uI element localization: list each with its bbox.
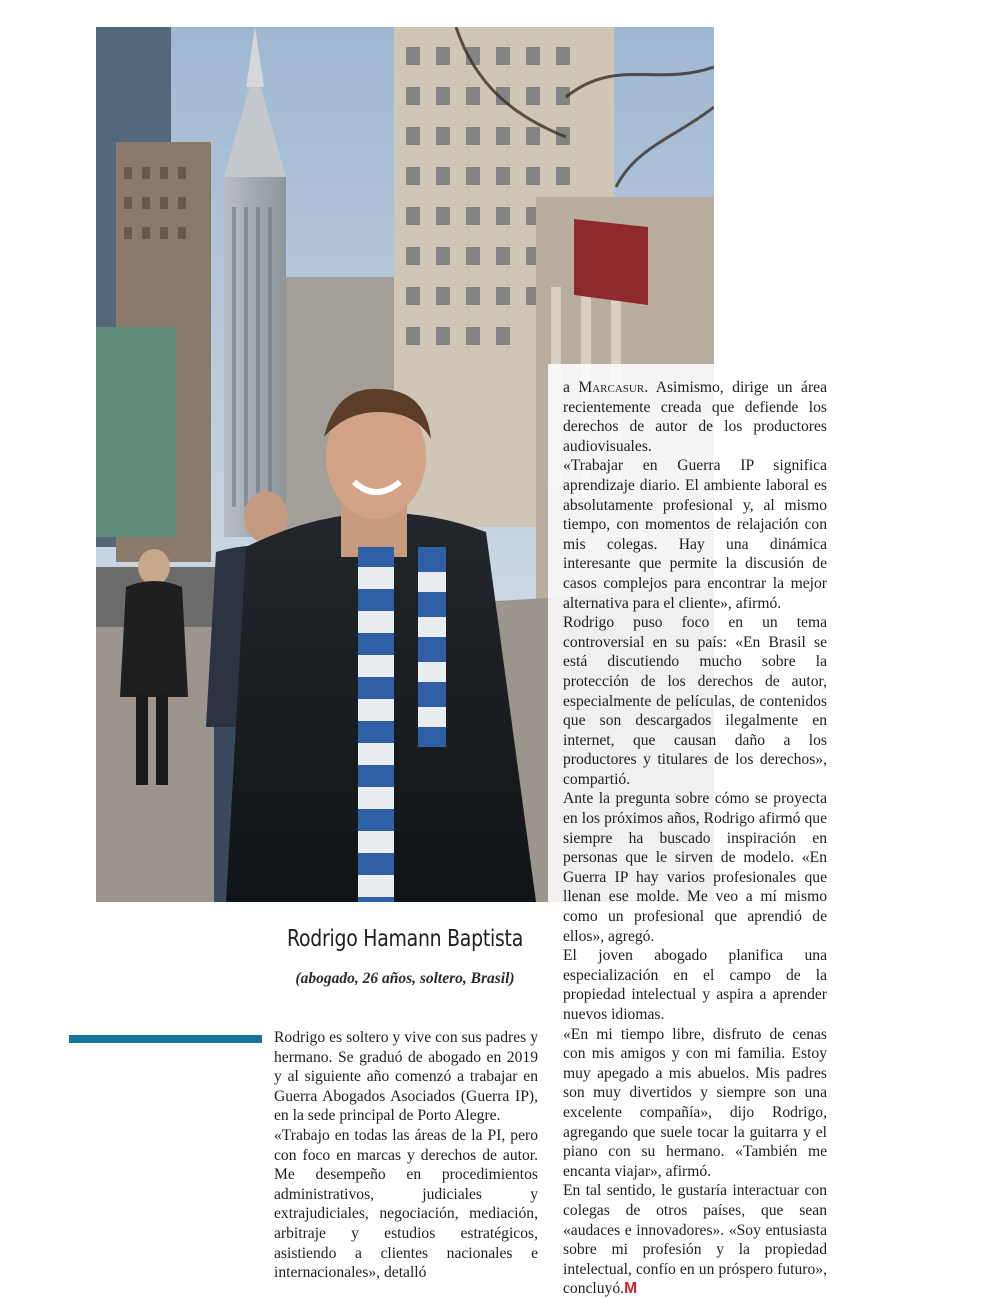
paragraph: Rodrigo es soltero y vive con sus padres y hermano. Se graduó de abogado en 2019 y al siguiente año comenzó a trabajar en Guerra Abogados Asociados (Guerra IP), en la sede principal de Porto Alegre. xyxy=(274,1029,538,1125)
paragraph: Ante la pregunta sobre cómo se proyecta en los próximos años, Rodrigo afirmó que siempre ha buscado inspiración en personas que le sirven de modelo. «En Guerra IP hay varios profesionales que llenan ese molde. Me veo a mí mismo como un profesional que aprendió de ellos», agregó. xyxy=(563,790,827,945)
profile-details: (abogado, 26 años, soltero, Brasil) xyxy=(295,970,515,987)
article-right-column xyxy=(563,378,827,1299)
lead-paragraph xyxy=(563,378,827,456)
paragraph: «En mi tiempo libre, disfruto de cenas con mis amigos y con mi familia. Estoy muy apegado a mis abuelos. Mis padres son muy divertidos y siempre son una excelente compañía», dijo Rodrigo, agregando que suele tocar la guitarra y el piano con su hermano. «También me encanta viajar», afirmó. xyxy=(563,1025,827,1180)
profile-name: Rodrigo Hamann Baptista xyxy=(286,926,524,952)
paragraph: «Trabajar en Guerra IP significa aprendizaje diario. El ambiente laboral es absolutamente profesional y, al mismo tiempo, con momentos de relajación con mis colegas. Hay una dinámica interesante que permite la discusión de casos complejos para encontrar la mejor alternativa para el cliente», afirmó. xyxy=(563,457,827,612)
company-name: Marcasur xyxy=(578,379,645,396)
paragraph: Rodrigo puso foco en un tema controversial en su país: «En Brasil se está discutiendo mucho sobre la protección de los derechos de autor, especialmente de películas, de contenidos que son descargados ilegalmente en internet, que causan daño a los productores y titulares de los derechos», compartió. xyxy=(563,614,827,788)
end-mark: M xyxy=(624,1280,638,1298)
paragraph: El joven abogado planifica una especialización en el campo de la propiedad intelectual y aspira a aprender nuevos idiomas. xyxy=(563,947,827,1023)
accent-bar xyxy=(69,1035,262,1043)
lead-prefix: a xyxy=(563,379,579,396)
closing-paragraph xyxy=(563,1181,827,1299)
lead-rest: . Asimismo, dirige un área recientemente creada que defiende los derechos de autor de los productores audiovisuales. xyxy=(563,379,827,455)
article-left-column xyxy=(274,1028,538,1283)
paragraph: «Trabajo en todas las áreas de la PI, pero con foco en marcas y derechos de autor. Me desempeño en procedimientos administrativos, judiciales y extrajudiciales, negociación, mediación, arbitraje y estudios estratégicos, asistiendo a clientes nacionales e internacionales», detalló xyxy=(274,1126,538,1282)
closing-text: En tal sentido, le gustaría interactuar con colegas de otros países, que sean «audaces e innovadores». «Soy entusiasta sobre mi profesión y la propiedad intelectual, confío en un próspero futuro», concluyó. xyxy=(563,1182,827,1298)
